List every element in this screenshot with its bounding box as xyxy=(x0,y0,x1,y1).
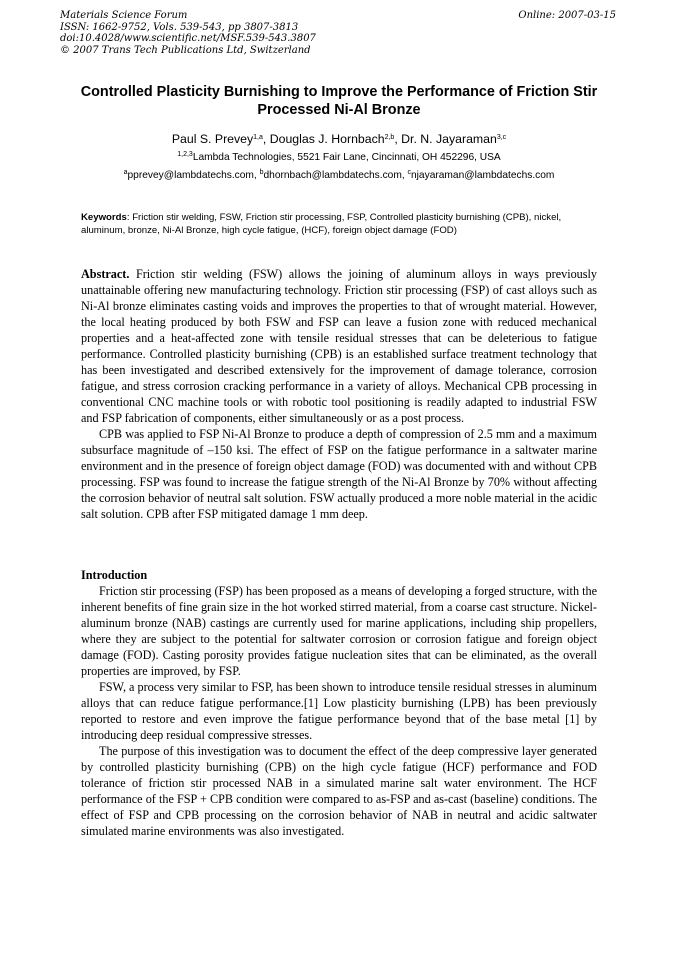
paper-title: Controlled Plasticity Burnishing to Improve the Performance of Friction Stir Processed Ni-Al Bronze xyxy=(80,84,598,118)
author-list xyxy=(60,131,618,147)
email-separator: , xyxy=(401,170,408,181)
journal-name: Materials Science Forum xyxy=(60,10,188,21)
journal-header xyxy=(60,10,616,56)
email-superscript: a xyxy=(123,169,128,176)
author-superscript: 2,b xyxy=(384,134,395,141)
introduction-paragraph: Friction stir processing (FSP) has been proposed as a means of developing a forged structure, with the inherent benefits of fine grain size in the hot worked stirred material, from a coarse cast structure. Nickel-aluminum bronze (NAB) castings are currently used for marine applications, including ship propellers, where they are subject to the potential for saltwater corrosion or corrosion fatigue and foreign object damage (FOD). Casting porosity provides fatigue nucleation sites that can be eliminated, as the overall properties are improved, by FSP. xyxy=(81,584,597,678)
introduction-section xyxy=(81,567,597,839)
introduction-paragraph: The purpose of this investigation was to document the effect of the deep compressive layer generated by controlled plasticity burnishing (CPB) on the high cycle fatigue (HCF) performance and FOD tolerance of friction stir processed NAB in a simulated marine salt water environment. The HCF performance of the FSP + CPB condition were compared to as-FSP and as-cast (baseline) conditions. The effect of FSP and CPB processing on the corrosion behavior of NAB in neutral and acidic saltwater simulated marine environments was also investigated. xyxy=(81,744,597,838)
email-superscript: c xyxy=(407,169,411,176)
author-separator: , xyxy=(262,132,270,146)
author-superscript: 3,c xyxy=(496,134,507,141)
keywords-label: Keywords xyxy=(81,212,127,223)
author-separator: , xyxy=(394,132,402,146)
abstract-section xyxy=(81,266,597,522)
introduction-heading: Introduction xyxy=(81,568,148,582)
author-name: Paul S. Prevey xyxy=(171,132,254,146)
email-address: dhornbach@lambdatechs.com xyxy=(263,170,402,181)
copyright-line: © 2007 Trans Tech Publications Ltd, Switzerland xyxy=(60,44,311,56)
affiliation-superscript: 1,2,3 xyxy=(177,151,193,158)
author-name: Dr. N. Jayaraman xyxy=(401,132,497,146)
email-separator: , xyxy=(253,170,260,181)
keywords-text: : Friction stir welding, FSW, Friction stir processing, FSP, Controlled plasticity burnishing (CPB), nickel, aluminum, bronze, Ni-Al Bronze, high cycle fatigue, (HCF), foreign object damage (FOD) xyxy=(81,212,562,236)
online-date: Online: 2007-03-15 xyxy=(518,10,616,21)
author-name: Douglas J. Hornbach xyxy=(269,132,385,146)
affiliation xyxy=(60,151,618,165)
affiliation-text: Lambda Technologies, 5521 Fair Lane, Cincinnati, OH 452296, USA xyxy=(192,152,501,163)
issn-line: ISSN: 1662-9752, Vols. 539-543, pp 3807-3813 xyxy=(60,21,299,33)
doi-line: doi:10.4028/www.scientific.net/MSF.539-543.3807 xyxy=(60,33,316,44)
email-superscript: b xyxy=(259,169,264,176)
abstract-paragraph: CPB was applied to FSP Ni-Al Bronze to produce a depth of compression of 2.5 mm and a maximum subsurface magnitude of –150 ksi. The effect of FSP on the fatigue performance in a saltwater marine environment and in the presence of foreign object damage (FOD) was documented with and without CPB processing. FSP was found to increase the fatigue strength of the Ni-Al Bronze by 70% without affecting the corrosion behavior of neutral salt solution. FSW actually produced a more noble material in the acidic salt solution. CPB after FSP mitigated damage 1 mm deep. xyxy=(81,427,597,521)
email-address: pprevey@lambdatechs.com xyxy=(127,170,254,181)
email-list xyxy=(60,169,618,183)
abstract-text: Friction stir welding (FSW) allows the joining of aluminum alloys in ways previously unattainable offering new manufacturing technology. Friction stir processing (FSP) of cast alloys such as Ni-Al bronze eliminates casting voids and improves the properties to that of wrought material. However, the local heating produced by both FSW and FSP can leave a fusion zone with reduced mechanical properties and a heat-affected zone with tensile residual stresses that can be deleterious to fatigue performance. Controlled plasticity burnishing (CPB) is an established surface treatment technology that has been investigated and described extensively for the improvement of damage tolerance, corrosion fatigue, and stress corrosion cracking performance in a variety of alloys. Mechanical CPB processing in conventional CNC machine tools or with robotic tool positioning is readily adapted to industrial FSW and FSP fabrication of components, either simultaneously or as a post process. xyxy=(81,267,597,425)
introduction-paragraph: FSW, a process very similar to FSP, has been shown to introduce tensile residual stresses in aluminum alloys that can reduce fatigue performance.[1] Low plasticity burnishing (LPB) has been previously reported to restore and even improve the fatigue performance beyond that of the base metal [1] by introducing deep residual compressive stresses. xyxy=(81,680,597,742)
abstract-paragraph xyxy=(81,266,597,426)
email-address: njayaraman@lambdatechs.com xyxy=(411,170,555,181)
author-superscript: 1,a xyxy=(253,134,263,141)
keywords xyxy=(81,211,601,237)
abstract-label: Abstract. xyxy=(81,267,130,281)
